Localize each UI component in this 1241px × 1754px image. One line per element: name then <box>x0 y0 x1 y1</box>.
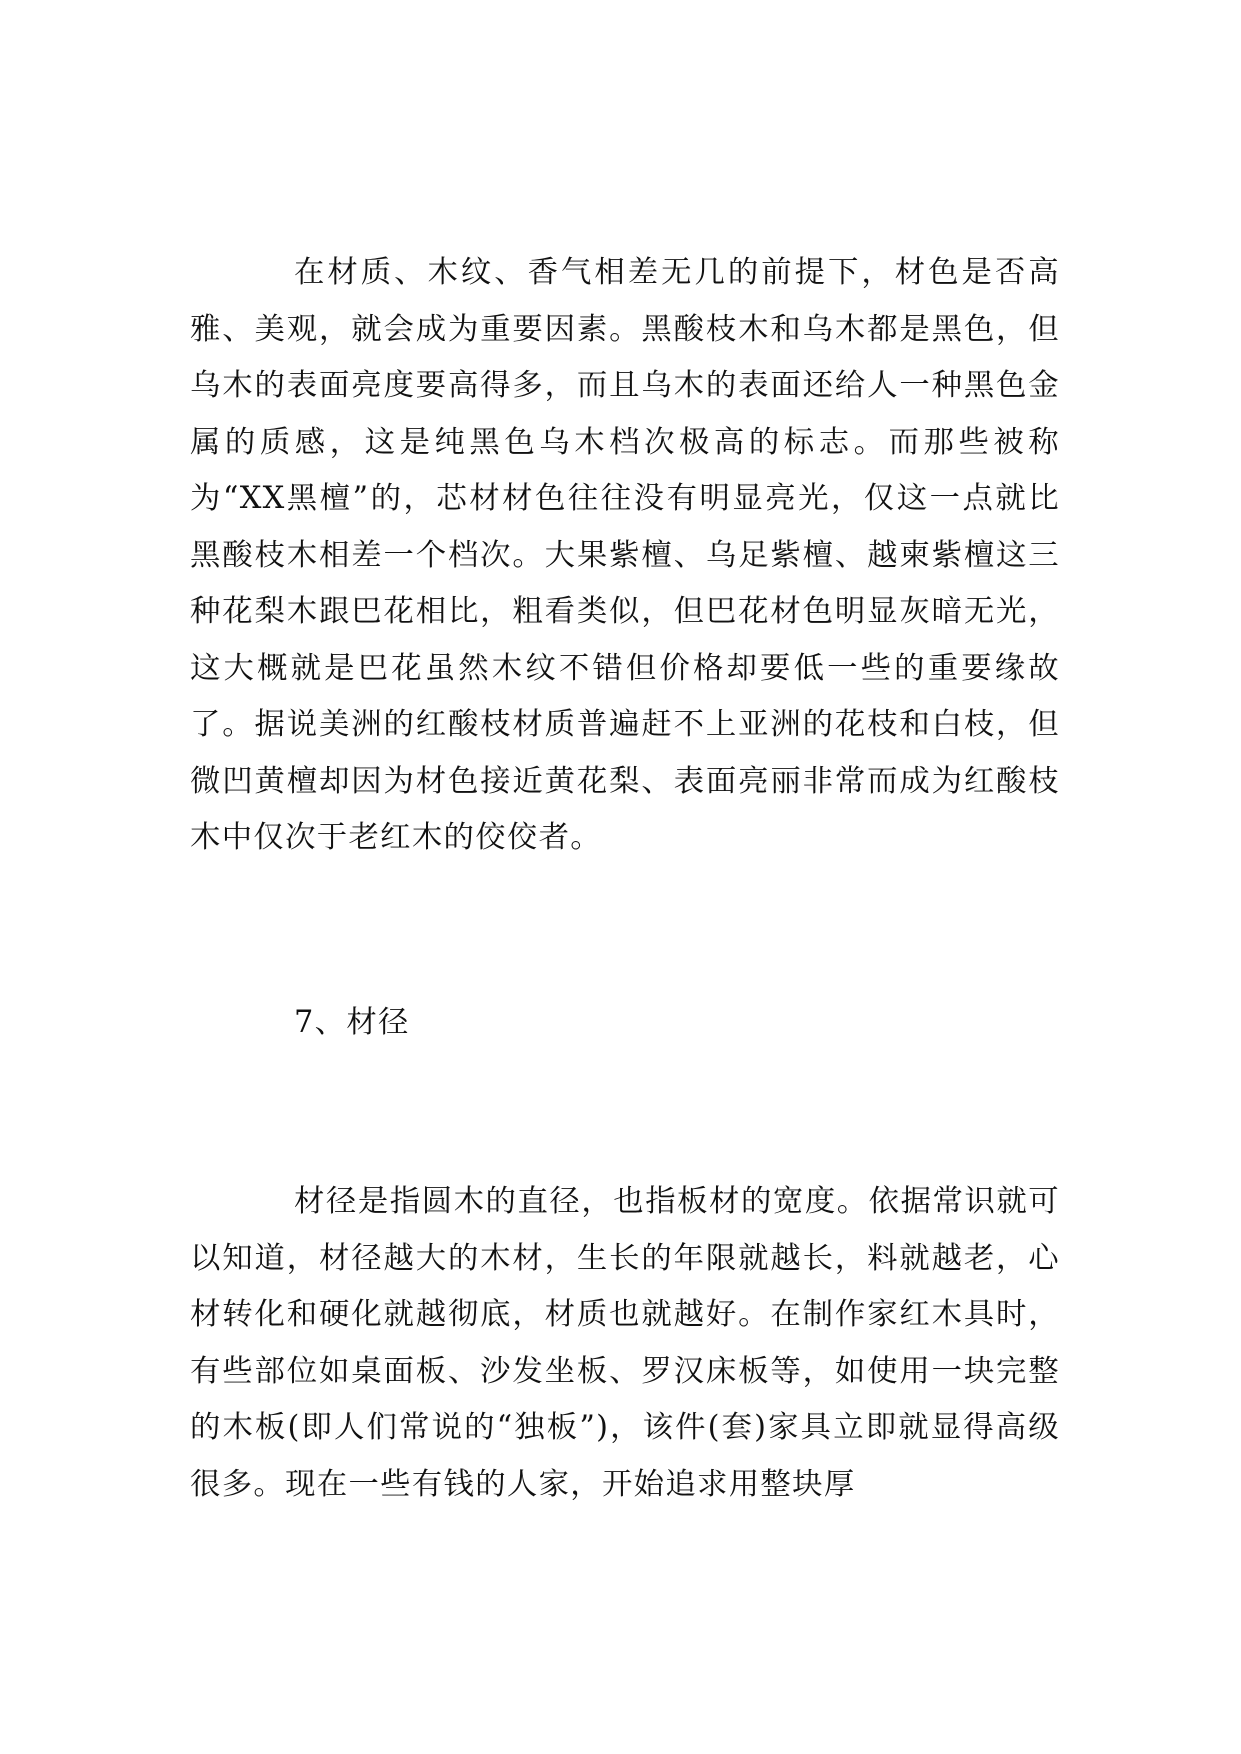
paragraph-material-color: 在材质、木纹、香气相差无几的前提下，材色是否高雅、美观，就会成为重要因素。黑酸枝木和乌木都是黑色，但乌木的表面亮度要高得多，而且乌木的表面还给人一种黑色金属的质感，这是纯黑色乌木档次极高的标志。而那些被称为“XX黑檀”的，芯材材色往往没有明显亮光，仅这一点就比黑酸枝木相差一个档次。大果紫檀、乌足紫檀、越柬紫檀这三种花梨木跟巴花相比，粗看类似，但巴花材色明显灰暗无光，这大概就是巴花虽然木纹不错但价格却要低一些的重要缘故了。据说美洲的红酸枝材质普遍赶不上亚洲的花枝和白枝，但微凹黄檀却因为材色接近黄花梨、表面亮丽非常而成为红酸枝木中仅次于老红木的佼佼者。 <box>190 255 1060 855</box>
section-heading: 7、材径 <box>294 1004 410 1040</box>
paragraph-material-diameter: 材径是指圆木的直径，也指板材的宽度。依据常识就可以知道，材径越大的木材，生长的年限就越长，料就越老，心材转化和硬化就越彻底，材质也就越好。在制作家红木具时，有些部位如桌面板、沙发坐板、罗汉床板等，如使用一块完整的木板(即人们常说的“独板”)，该件(套)家具立即就显得高级很多。现在一些有钱的人家，开始追求用整块厚 <box>190 1184 1060 1502</box>
document-body <box>190 245 1060 1513</box>
